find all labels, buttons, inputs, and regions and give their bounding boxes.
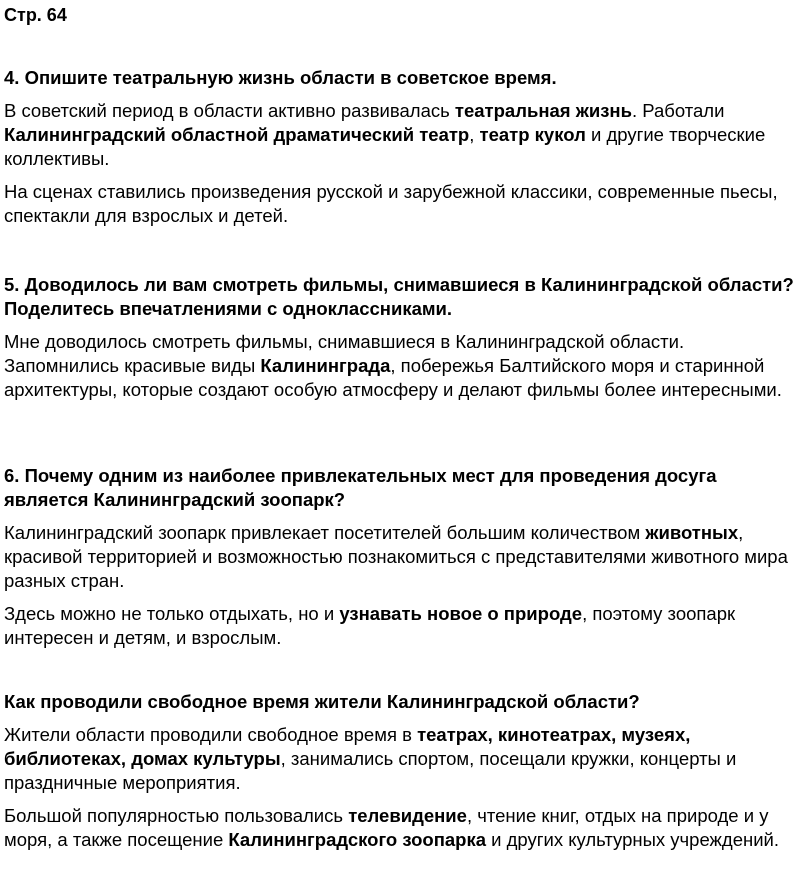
section-question-4 bbox=[4, 66, 796, 237]
text-segment: , красивой территорией и возможностью познакомиться с представителями животного мира разных стран. bbox=[4, 522, 788, 591]
text-segment: , поэтому зоопарк интересен и детям, и взрослым. bbox=[4, 603, 736, 648]
text-segment: На сценах ставились произведения русской и зарубежной классики, современные пьесы, спектакли для взрослых и детей. bbox=[4, 181, 778, 226]
bold-text-segment: Калининградский областной драматический театр bbox=[4, 124, 470, 145]
text-segment: , чтение книг, отдых на природе и у моря, а также посещение bbox=[4, 805, 769, 850]
answer-paragraph bbox=[4, 99, 796, 171]
text-segment: В советский период в области активно развивалась bbox=[4, 100, 455, 121]
answer-paragraph bbox=[4, 330, 796, 402]
text-segment: , побережья Балтийского моря и старинной архитектуры, которые создают особую атмосферу и делают фильмы более интересными. bbox=[4, 355, 782, 400]
bold-text-segment: театральная жизнь bbox=[454, 100, 632, 121]
text-segment: и других культурных учреждений. bbox=[486, 829, 780, 850]
text-segment: . Работали bbox=[631, 100, 725, 121]
bold-text-segment: Калининградского зоопарка bbox=[228, 829, 487, 850]
text-segment: Большой популярностью пользовались bbox=[4, 805, 349, 826]
text-segment: Калининградский зоопарк привлекает посетителей большим количеством bbox=[4, 522, 646, 543]
answer-paragraph bbox=[4, 723, 796, 795]
text-segment: и другие творческие коллективы. bbox=[4, 124, 766, 169]
text-segment: Здесь можно не только отдыхать, но и bbox=[4, 603, 340, 624]
answer-paragraph bbox=[4, 180, 796, 228]
bold-text-segment: телевидение bbox=[348, 805, 467, 826]
question-heading: 6. Почему одним из наиболее привлекательных мест для проведения досуга является Калининградский зоопарк? bbox=[4, 465, 717, 510]
answer-paragraph bbox=[4, 804, 796, 852]
question-heading: 4. Опишите театральную жизнь области в советское время. bbox=[4, 67, 557, 88]
document-page bbox=[4, 0, 796, 850]
question-heading: Как проводили свободное время жители Калининградской области? bbox=[4, 691, 640, 712]
answer-paragraph bbox=[4, 602, 796, 650]
bold-text-segment: животных bbox=[645, 522, 739, 543]
question-heading: 5. Доводилось ли вам смотреть фильмы, снимавшиеся в Калининградской области? Поделитесь впечатлениями с одноклассниками. bbox=[4, 274, 794, 319]
bold-text-segment: театрах, кинотеатрах, музеях, библиотеках, домах культуры bbox=[4, 724, 691, 769]
bold-text-segment: театр кукол bbox=[479, 124, 586, 145]
text-segment: Жители области проводили свободное время в bbox=[4, 724, 418, 745]
section-question-6 bbox=[4, 464, 796, 659]
page-number: Стр. 64 bbox=[4, 5, 67, 25]
text-segment: Мне доводилось смотреть фильмы, снимавшиеся в Калининградской области. Запомнились красивые виды bbox=[4, 331, 685, 376]
section-question-5 bbox=[4, 273, 796, 411]
text-segment: , занимались спортом, посещали кружки, концерты и праздничные мероприятия. bbox=[4, 748, 737, 793]
text-segment: , bbox=[469, 124, 480, 145]
bold-text-segment: узнавать новое о природе bbox=[339, 603, 583, 624]
answer-paragraph bbox=[4, 521, 796, 593]
section-question-leisure bbox=[4, 690, 796, 861]
bold-text-segment: Калининграда bbox=[260, 355, 391, 376]
